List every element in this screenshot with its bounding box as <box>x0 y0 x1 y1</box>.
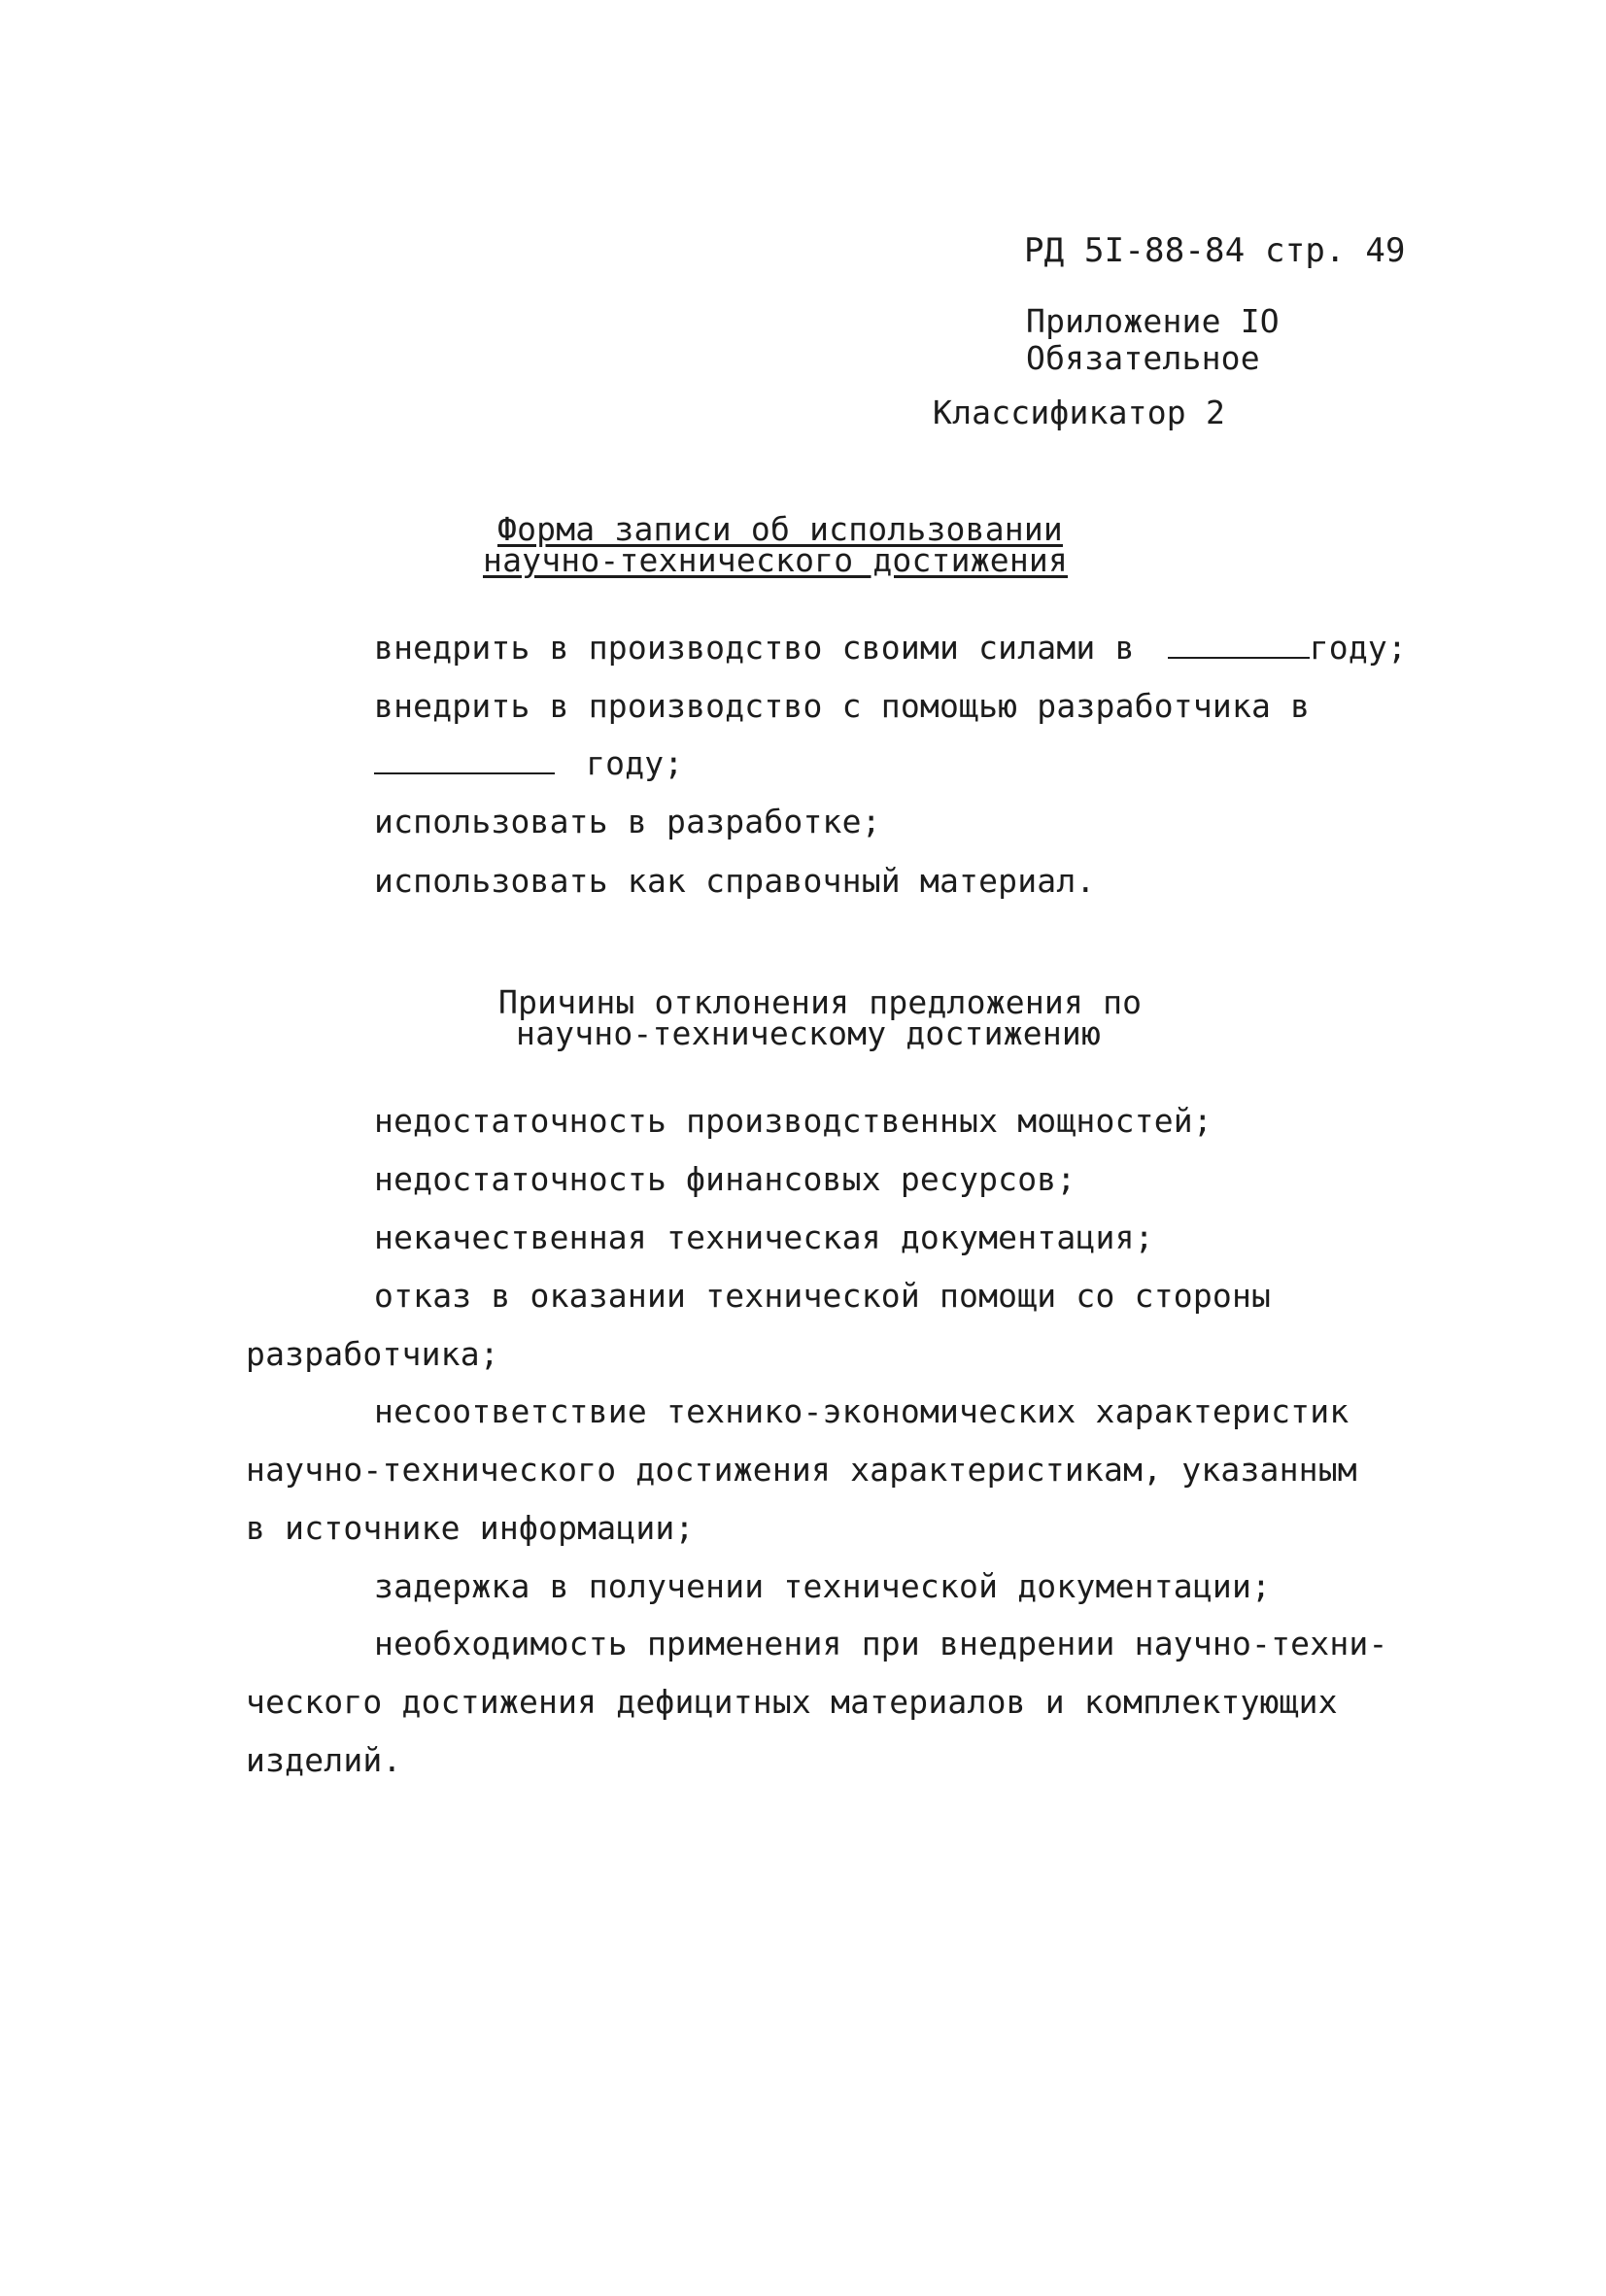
usage-option-reference-material: использовать как справочный материал. <box>374 862 1096 900</box>
rejection-reason: некачественная техническая документация; <box>374 1218 1154 1256</box>
rejection-reason: несоответствие технико-экономических характеристик <box>374 1392 1350 1430</box>
section1-title-line1: Форма записи об использовании <box>497 510 1063 548</box>
usage-option-with-developer-year <box>374 744 683 783</box>
rejection-reason-continuation: научно-технического достижения характеристикам, указанным <box>246 1451 1357 1489</box>
rejection-reason-continuation: ческого достижения дефицитных материалов и комплектующих <box>246 1683 1338 1721</box>
section2-title-line2: научно-техническому достижению <box>516 1014 1102 1052</box>
rejection-reason: задержка в получении технической документации; <box>374 1567 1272 1605</box>
rejection-reason: отказ в оказании технической помощи со стороны <box>374 1277 1272 1315</box>
section1-title-line2: научно-технического достижения <box>483 541 1069 579</box>
usage-option-with-developer-end: году; <box>586 744 684 782</box>
usage-option-with-developer: внедрить в производство с помощью разработчика в <box>374 687 1311 725</box>
usage-option-in-development: использовать в разработке; <box>374 803 881 840</box>
classifier-label: Классификатор 2 <box>933 394 1226 431</box>
usage-option-own-forces-end: году; <box>1309 629 1408 667</box>
rejection-reason: необходимость применения при внедрении научно-техни- <box>374 1625 1388 1662</box>
year-blank-2 <box>374 745 555 774</box>
rejection-reason-continuation: в источнике информации; <box>246 1509 695 1547</box>
year-blank-1 <box>1168 630 1310 659</box>
rejection-reason: недостаточность производственных мощностей; <box>374 1102 1213 1140</box>
appendix-status: Обязательное <box>1026 339 1260 377</box>
appendix-label: Приложение IO <box>1026 302 1280 340</box>
rejection-reason: недостаточность финансовых ресурсов; <box>374 1160 1076 1198</box>
rejection-reason-continuation: изделий. <box>246 1741 402 1779</box>
rejection-reason-continuation: разработчика; <box>246 1335 499 1373</box>
usage-option-own-forces <box>374 629 1407 668</box>
section2-title-line1: Причины отклонения предложения по <box>498 983 1143 1021</box>
document-reference: РД 5I-88-84 стр. 49 <box>1024 231 1406 270</box>
usage-option-own-forces-text: внедрить в производство своими силами в <box>374 629 1135 667</box>
